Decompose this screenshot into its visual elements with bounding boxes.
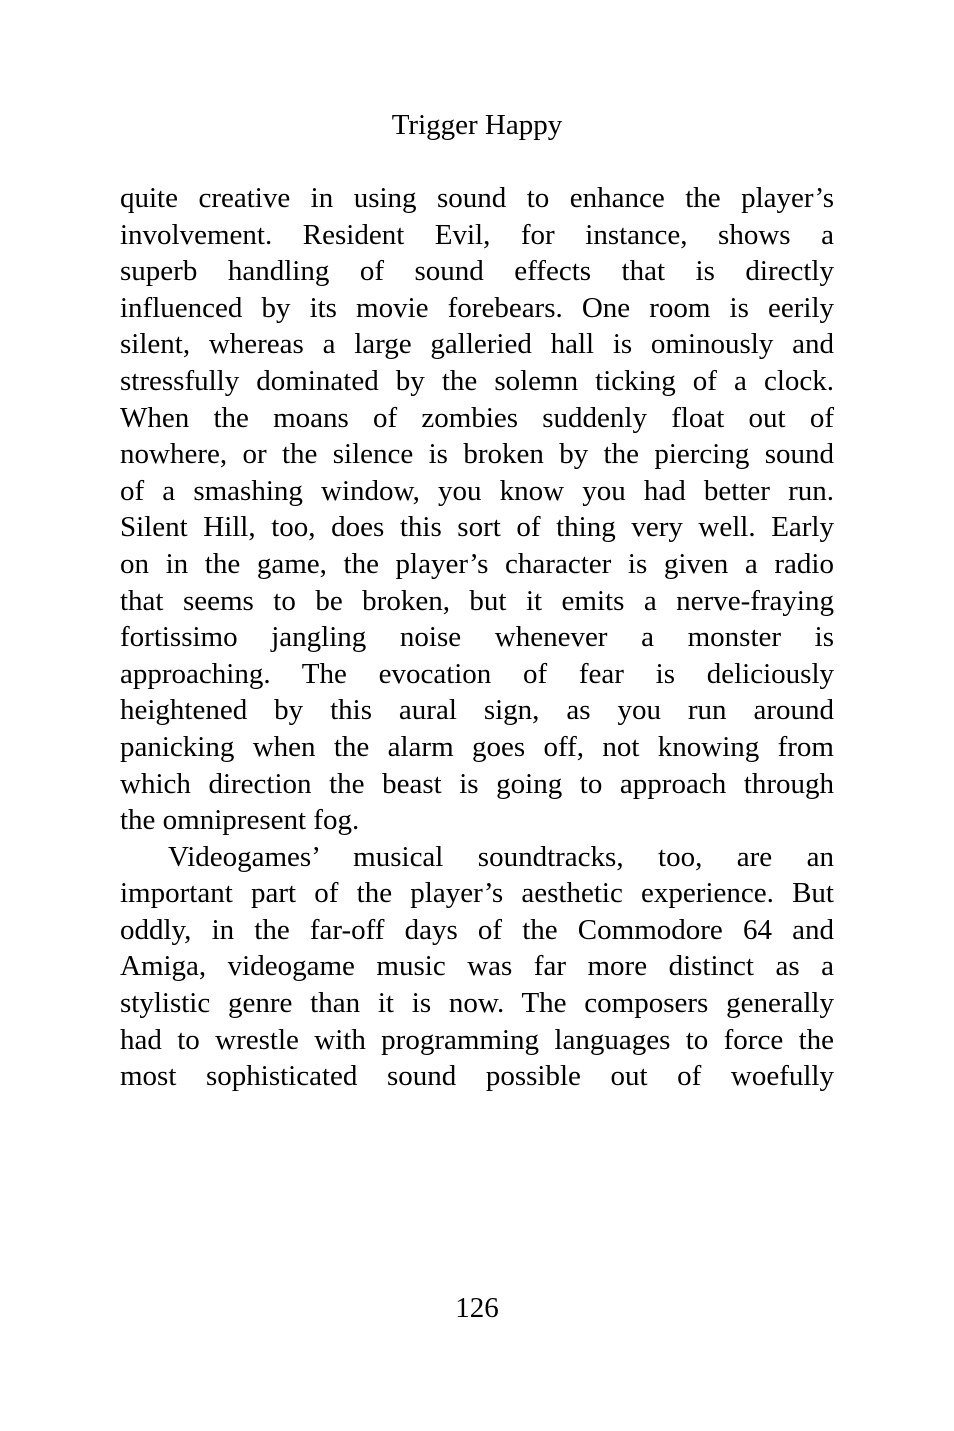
page-number: 126 [455,1292,499,1324]
text-line: the omnipresent fog. [120,804,360,837]
text-line: on in the game, the player’s character is given a radio [120,547,834,580]
text-line: oddly, in the far-off days of the Commodore 64 and [120,913,834,946]
body-text [120,180,834,1095]
text-line: approaching. The evocation of fear is deliciously [120,657,834,690]
text-line: quite creative in using sound to enhance the player’s [120,182,834,214]
text-line: important part of the player’s aesthetic experience. But [120,877,834,910]
text-line: nowhere, or the silence is broken by the piercing sound [120,438,834,471]
text-line: When the moans of zombies suddenly float out of [120,401,834,434]
text-line: fortissimo jangling noise whenever a monster is [120,621,834,654]
text-line: that seems to be broken, but it emits a nerve-fraying [120,584,834,617]
text-line: stressfully dominated by the solemn ticking of a clock. [120,364,834,397]
text-line: heightened by this aural sign, as you run around [120,694,834,727]
text-line: Silent Hill, too, does this sort of thing very well. Early [120,511,834,544]
text-line: superb handling of sound effects that is directly [120,255,834,288]
text-line: most sophisticated sound possible out of woefully [120,1060,834,1093]
text-line: stylistic genre than it is now. The composers generally [120,987,834,1020]
running-header: Trigger Happy [391,109,563,141]
text-line: silent, whereas a large galleried hall is ominously and [120,328,834,361]
text-line: had to wrestle with programming languages to force the [120,1023,834,1056]
text-line: Amiga, videogame music was far more distinct as a [120,950,834,983]
text-line: Videogames’ musical soundtracks, too, are an [168,840,834,873]
text-line: panicking when the alarm goes off, not knowing from [120,730,834,763]
text-line: which direction the beast is going to approach through [120,767,834,800]
text-line: influenced by its movie forebears. One room is eerily [120,291,834,324]
text-line: involvement. Resident Evil, for instance, shows a [120,218,834,251]
text-line: of a smashing window, you know you had better run. [120,474,834,507]
